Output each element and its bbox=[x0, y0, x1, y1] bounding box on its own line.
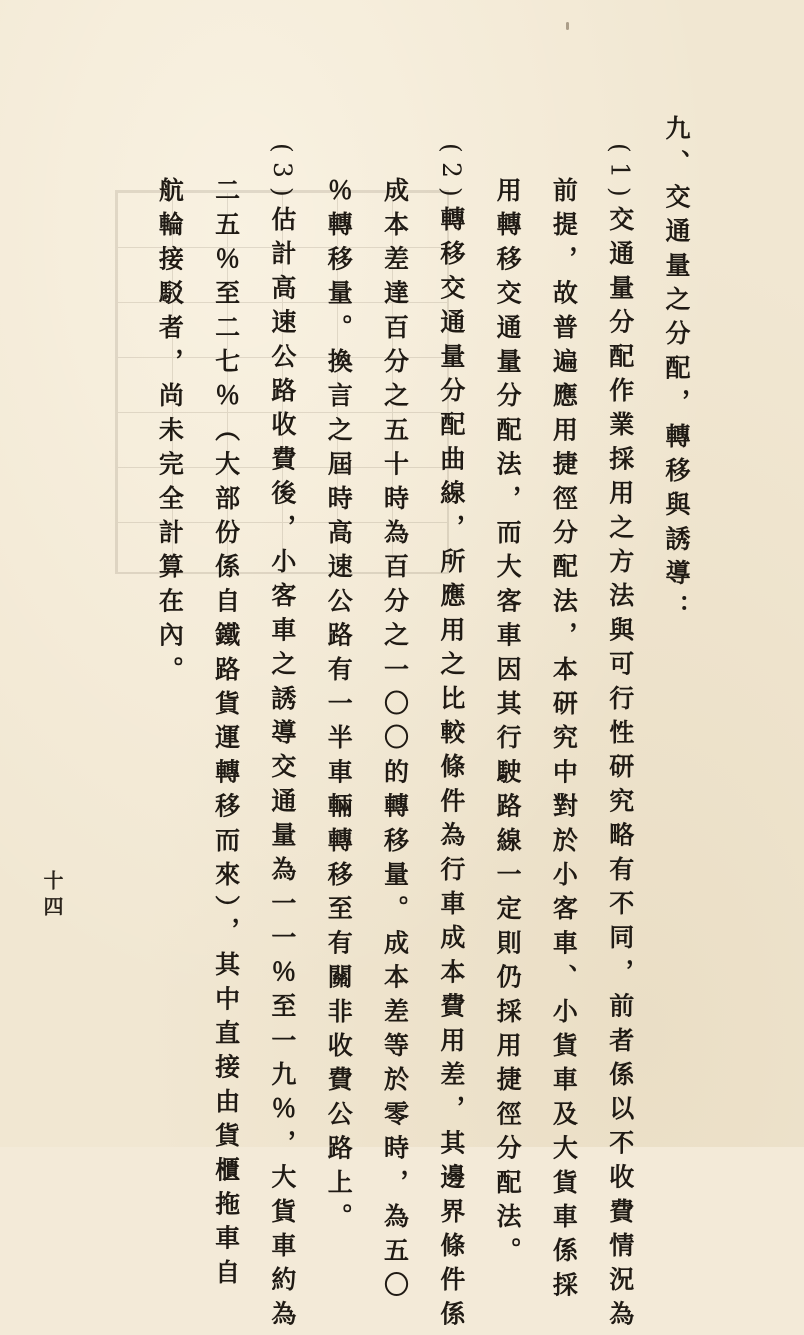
item-2-line-2: 成本差達百分之五十時為百分之一〇〇的轉移量。成本差等於零時，為五〇 bbox=[380, 177, 410, 1306]
item-2-marker: (2) bbox=[436, 143, 466, 207]
item-2-line-1 bbox=[423, 115, 479, 1335]
vertical-text-block bbox=[141, 115, 704, 1335]
item-1-marker: (1) bbox=[605, 143, 635, 207]
item-1-line-1 bbox=[591, 115, 647, 1335]
item-1-line-3: 用轉移交通量分配法，而大客車因其行駛路線一定則仍採用捷徑分配法。 bbox=[493, 177, 523, 1272]
item-3-line-1-text: 估計高速公路收費後，小客車之誘導交通量為一一％至一九％，大貨車約為 bbox=[267, 206, 297, 1335]
paper-speck bbox=[566, 22, 569, 30]
item-2-line-3: ％轉移量。換言之屆時高速公路有一半車輛轉移至有關非收費公路上。 bbox=[324, 177, 354, 1238]
item-3-marker: (3) bbox=[267, 143, 297, 207]
item-1-line-2: 前提，故普遍應用捷徑分配法，本研究中對於小客車、小貨車及大貨車係採 bbox=[549, 177, 579, 1306]
item-3-line-3: 航輪接駁者，尚未完全計算在內。 bbox=[155, 177, 185, 690]
item-2-line-1-text: 轉移交通量分配曲線，所應用之比較條件為行車成本費用差，其邊界條件係 bbox=[436, 206, 466, 1335]
item-3-line-1 bbox=[254, 115, 310, 1335]
item-1-line-1-text: 交通量分配作業採用之方法與可行性研究略有不同，前者係以不收費情況為 bbox=[605, 206, 635, 1335]
item-3-line-2: 二五％至二七％（大部份係自鐵路貨運轉移而來），其中直接由貨櫃拖車自 bbox=[211, 177, 241, 1294]
page-number: 十四 bbox=[40, 870, 64, 922]
section-heading: 九、交通量之分配，轉移與誘導： bbox=[662, 115, 691, 628]
